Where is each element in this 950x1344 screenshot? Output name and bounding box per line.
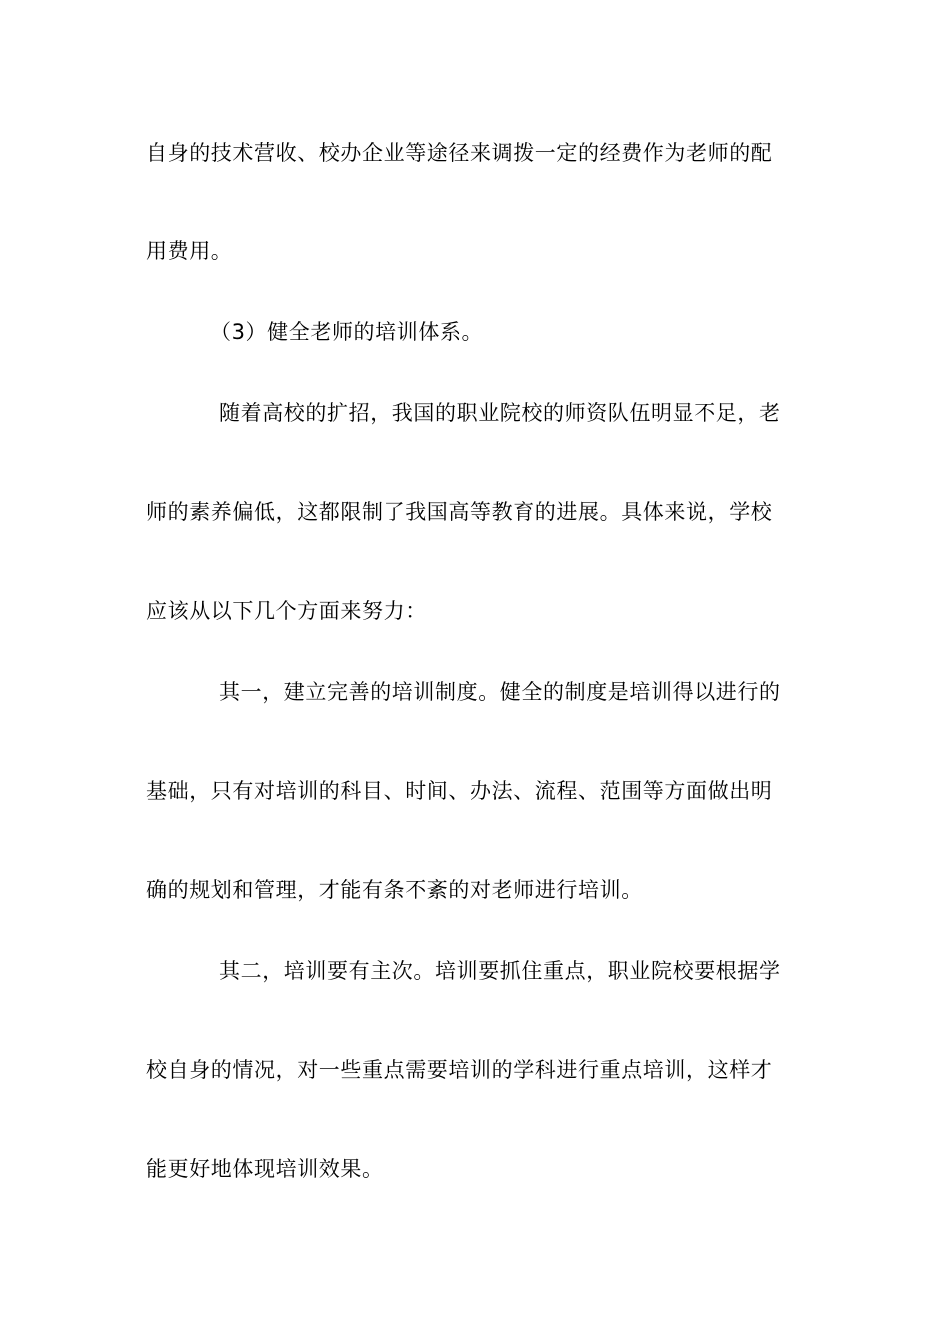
text-line: 能更好地体现培训效果。 — [146, 1157, 384, 1181]
text-line: 用费用。 — [146, 239, 233, 263]
paragraph-start: 随着高校的扩招，我国的职业院校的师资队伍明显不足，老 — [219, 401, 781, 425]
text-line: 自身的技术营收、校办企业等途径来调拨一定的经费作为老师的配 — [146, 141, 773, 165]
text-line: 基础，只有对培训的科目、时间、办法、流程、范围等方面做出明 — [146, 779, 773, 803]
section-heading: （3）健全老师的培训体系。 — [210, 320, 484, 344]
text-line: 校自身的情况，对一些重点需要培训的学科进行重点培训，这样才 — [146, 1058, 773, 1082]
paragraph-start: 其一，建立完善的培训制度。健全的制度是培训得以进行的 — [219, 680, 781, 704]
text-line: 确的规划和管理，才能有条不紊的对老师进行培训。 — [146, 878, 643, 902]
text-line: 应该从以下几个方面来努力： — [146, 599, 427, 623]
text-line: 师的素养偏低，这都限制了我国高等教育的进展。具体来说，学校 — [146, 500, 773, 524]
paragraph-start: 其二，培训要有主次。培训要抓住重点，职业院校要根据学 — [219, 959, 781, 983]
